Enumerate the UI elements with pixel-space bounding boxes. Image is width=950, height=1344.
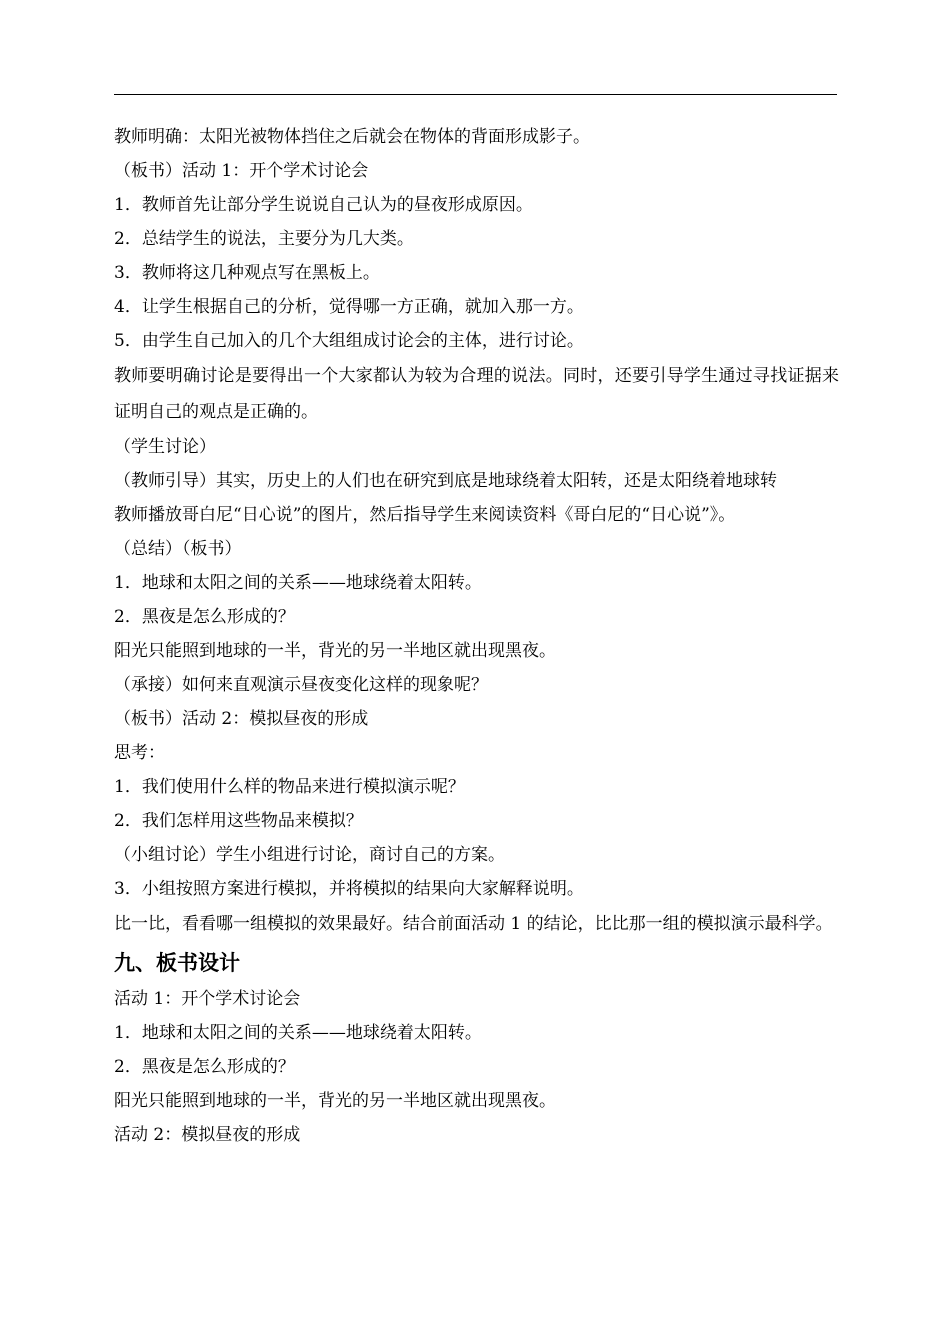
paragraph: （小组讨论）学生小组进行讨论，商讨自己的方案。 xyxy=(114,845,505,865)
paragraph: 教师播放哥白尼“日心说”的图片，然后指导学生来阅读资料《哥白尼的“日心说”》。 xyxy=(114,505,736,525)
board-line: 2．黑夜是怎么形成的？ xyxy=(114,1057,295,1077)
paragraph: （承接）如何来直观演示昼夜变化这样的现象呢？ xyxy=(114,675,488,695)
list-item: 1．地球和太阳之间的关系——地球绕着太阳转。 xyxy=(114,573,482,593)
list-item: 2．我们怎样用这些物品来模拟？ xyxy=(114,811,363,831)
list-item: 3．小组按照方案进行模拟，并将模拟的结果向大家解释说明。 xyxy=(114,879,584,899)
board-line: 1．地球和太阳之间的关系——地球绕着太阳转。 xyxy=(114,1023,482,1043)
paragraph: （总结）（板书） xyxy=(114,539,242,559)
paragraph: 教师要明确讨论是要得出一个大家都认为较为合理的说法。同时，还要引导学生通过寻找证据来证明自己的观点是正确的。 xyxy=(114,366,839,422)
paragraph: 比一比，看看哪一组模拟的效果最好。结合前面活动 1 的结论，比比那一组的模拟演示最科学。 xyxy=(114,914,833,934)
paragraph: （教师引导）其实，历史上的人们也在研究到底是地球绕着太阳转，还是太阳绕着地球转 xyxy=(114,471,777,491)
list-item: 4．让学生根据自己的分析，觉得哪一方正确，就加入那一方。 xyxy=(114,297,584,317)
list-item: 1．我们使用什么样的物品来进行模拟演示呢？ xyxy=(114,777,465,797)
list-item: 2．总结学生的说法，主要分为几大类。 xyxy=(114,229,414,249)
paragraph: 教师明确：太阳光被物体挡住之后就会在物体的背面形成影子。 xyxy=(114,127,590,147)
board-line: 活动 2：模拟昼夜的形成 xyxy=(114,1125,301,1145)
header-rule xyxy=(114,94,837,95)
document-body xyxy=(114,120,839,1152)
list-item: 1．教师首先让部分学生说说自己认为的昼夜形成原因。 xyxy=(114,195,533,215)
paragraph: 阳光只能照到地球的一半，背光的另一半地区就出现黑夜。 xyxy=(114,641,556,661)
board-line: 阳光只能照到地球的一半，背光的另一半地区就出现黑夜。 xyxy=(114,1091,556,1111)
board-line: 活动 1：开个学术讨论会 xyxy=(114,989,301,1009)
list-item: 5．由学生自己加入的几个大组组成讨论会的主体，进行讨论。 xyxy=(114,331,584,351)
paragraph: （板书）活动 2：模拟昼夜的形成 xyxy=(114,709,369,729)
paragraph: （板书）活动 1：开个学术讨论会 xyxy=(114,161,369,181)
paragraph: 思考： xyxy=(114,743,165,763)
paragraph: （学生讨论） xyxy=(114,437,216,457)
list-item: 2．黑夜是怎么形成的？ xyxy=(114,607,295,627)
list-item: 3．教师将这几种观点写在黑板上。 xyxy=(114,263,380,283)
section-heading: 九、板书设计 xyxy=(114,951,240,975)
